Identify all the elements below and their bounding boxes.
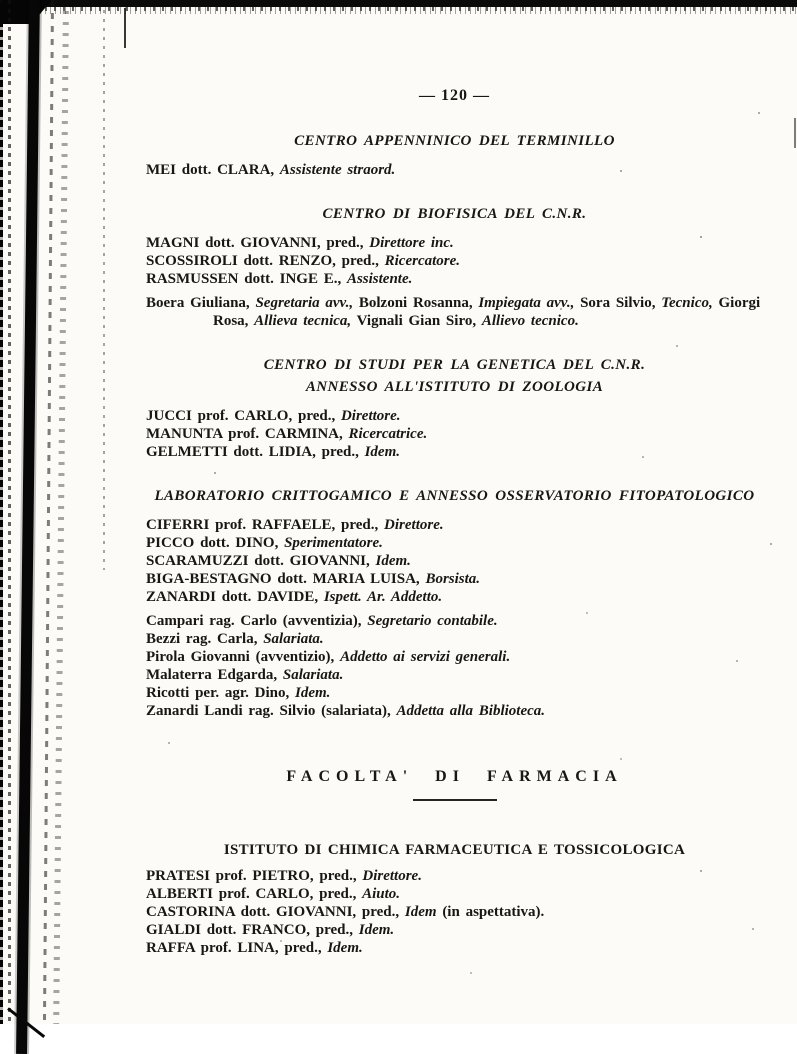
section-divider — [413, 799, 497, 801]
directory-entry — [146, 570, 763, 588]
heading-line: LABORATORIO CRITTOGAMICO E ANNESSO OSSERVATORIO FITOPATOLOGICO — [154, 488, 755, 504]
entry-name: Pirola Giovanni (avventizio), — [146, 649, 341, 665]
entry-role: Direttore. — [384, 517, 444, 533]
directory-entry — [146, 666, 763, 684]
entry-name: Boera Giuliana, — [146, 295, 256, 311]
entry-role: Direttore. — [340, 408, 401, 424]
entries-group — [146, 867, 763, 957]
entry-name: Sora Silvio, — [574, 295, 662, 311]
scan-right-edge-mark — [794, 118, 796, 148]
scan-top-edge-noise — [0, 7, 797, 16]
directory-entry — [146, 702, 763, 720]
scan-page-edge-line — [124, 8, 126, 48]
entry-role: Idem. — [327, 940, 363, 956]
entry-name: SCARAMUZZI dott. GIOVANNI, — [146, 553, 376, 569]
directory-entry — [146, 270, 763, 288]
entry-role: Idem — [404, 904, 437, 920]
entry-name: PICCO dott. DINO, — [146, 535, 285, 551]
entry-name: MEI dott. CLARA, — [146, 162, 280, 178]
entry-role: Ricercatrice. — [348, 426, 428, 442]
entry-role: Idem. — [294, 685, 331, 701]
directory-entry — [146, 234, 763, 252]
directory-entry — [146, 885, 763, 903]
directory-entry — [146, 939, 763, 957]
directory-entry — [146, 612, 763, 630]
entry-role: Addetta alla Biblioteca. — [396, 703, 546, 719]
entry-role: Assistente. — [346, 271, 413, 287]
entry-name: GIALDI dott. FRANCO, pred., — [146, 922, 359, 938]
section-heading — [146, 130, 763, 152]
entry-role: Idem. — [375, 553, 411, 569]
entry-role: Ricercatore. — [384, 253, 461, 269]
entry-name: Giorgi — [712, 295, 761, 311]
entry-role: Idem. — [358, 922, 395, 938]
scan-binding-streak — [8, 0, 11, 1024]
heading-line: CENTRO APPENNINICO DEL TERMINILLO — [294, 133, 615, 149]
entry-role: Sperimentatore. — [284, 535, 383, 551]
entries-group — [146, 234, 763, 288]
entry-name: CIFERRI prof. RAFFAELE, pred., — [146, 517, 385, 533]
page-number: — 120 — — [419, 87, 490, 104]
directory-entry — [146, 443, 763, 461]
section-heading — [146, 485, 763, 507]
entry-name: MANUNTA prof. CARMINA, — [146, 426, 349, 442]
entry-role: Allievo tecnico. — [481, 313, 579, 329]
entry-role: Idem. — [364, 444, 401, 460]
directory-entry — [146, 648, 763, 666]
entry-name: (in aspettativa). — [436, 904, 545, 920]
entry-name: BIGA-BESTAGNO dott. MARIA LUISA, — [146, 571, 426, 587]
directory-entry — [146, 903, 763, 921]
section-heading — [146, 203, 763, 225]
heading-line: ANNESSO ALL'ISTITUTO DI ZOOLOGIA — [305, 379, 604, 395]
entry-role: Ispett. Ar. Addetto. — [323, 589, 443, 605]
entries-group — [146, 516, 763, 606]
entry-role: Borsista. — [425, 571, 481, 587]
entry-name: Campari rag. Carlo (avventizia), — [146, 613, 368, 629]
entry-name: Vignali Gian Siro, — [351, 313, 482, 329]
entry-role: Addetto ai servizi generali. — [340, 649, 511, 665]
entry-name: Bolzoni Rosanna, — [353, 295, 479, 311]
directory-entry — [146, 588, 763, 606]
section-facolta-di-farmacia — [146, 768, 763, 801]
scan-left-edge-line — [0, 0, 3, 1024]
entry-role: Tecnico, — [661, 295, 713, 311]
entries-group — [146, 612, 763, 720]
entry-role: Direttore inc. — [369, 235, 454, 251]
section-laboratorio-crittogamico — [146, 485, 763, 720]
entry-name: Bezzi rag. Carla, — [146, 631, 264, 647]
directory-entry — [146, 684, 763, 702]
directory-entry — [146, 630, 763, 648]
directory-entry — [146, 425, 763, 443]
entry-role: Direttore. — [362, 868, 422, 884]
entry-name: ZANARDI dott. DAVIDE, — [146, 589, 324, 605]
directory-entry — [146, 534, 763, 552]
section-centro-appenninico-del-terminillo — [146, 130, 763, 179]
directory-entry — [146, 407, 763, 425]
section-centro-di-biofisica-del-cnr — [146, 203, 763, 330]
entry-role: Segretario contabile. — [367, 613, 498, 629]
heading-line: FACOLTA' DI FARMACIA — [286, 768, 623, 785]
heading-line: CENTRO DI STUDI PER LA GENETICA DEL C.N.R. — [263, 357, 646, 373]
entry-name: CASTORINA dott. GIOVANNI, pred., — [146, 904, 405, 920]
entry-name: RASMUSSEN dott. INGE E., — [146, 271, 347, 287]
entry-role: Salariata. — [282, 667, 344, 683]
entry-name: Malaterra Edgarda, — [146, 667, 283, 683]
scan-top-edge — [0, 0, 797, 7]
section-heading — [146, 768, 763, 786]
entry-role: Allieva tecnica, — [254, 313, 352, 329]
entry-role: Segretaria avv., — [255, 295, 354, 311]
heading-line: ISTITUTO DI CHIMICA FARMACEUTICA E TOSSICOLOGICA — [223, 842, 686, 858]
entry-name: RAFFA prof. LINA, pred., — [146, 940, 328, 956]
directory-entry — [146, 516, 763, 534]
entry-name: Rosa, — [213, 313, 255, 329]
entry-name: SCOSSIROLI dott. RENZO, pred., — [146, 253, 385, 269]
scan-page-edge-line — [103, 10, 105, 570]
entries-group — [146, 407, 763, 461]
entry-name: MAGNI dott. GIOVANNI, pred., — [146, 235, 370, 251]
directory-entry — [146, 252, 763, 270]
entry-name: Zanardi Landi rag. Silvio (salariata), — [146, 703, 397, 719]
section-heading — [146, 841, 763, 859]
entry-name: PRATESI prof. PIETRO, pred., — [146, 868, 363, 884]
entry-name: Ricotti per. agr. Dino, — [146, 685, 295, 701]
entries-group — [146, 294, 763, 330]
entry-name: ALBERTI prof. CARLO, pred., — [146, 886, 363, 902]
directory-entry — [146, 294, 763, 330]
section-istituto-chimica-farmaceutica-tossicologica — [146, 841, 763, 957]
entry-name: JUCCI prof. CARLO, pred., — [146, 408, 341, 424]
section-heading — [146, 354, 763, 398]
entry-name: GELMETTI dott. LIDIA, pred., — [146, 444, 365, 460]
entries-group — [146, 161, 763, 179]
directory-entry — [146, 161, 763, 179]
entry-role: Impiegata avv., — [478, 295, 575, 311]
entry-role: Assistente straord. — [279, 162, 396, 178]
heading-line: CENTRO DI BIOFISICA DEL C.N.R. — [322, 206, 587, 222]
directory-entry — [146, 867, 763, 885]
section-centro-di-studi-genetica-cnr — [146, 354, 763, 461]
directory-sections — [146, 130, 763, 957]
directory-entry — [146, 552, 763, 570]
entry-role: Aiuto. — [362, 886, 401, 902]
entry-role: Salariata. — [263, 631, 324, 647]
directory-entry — [146, 921, 763, 939]
